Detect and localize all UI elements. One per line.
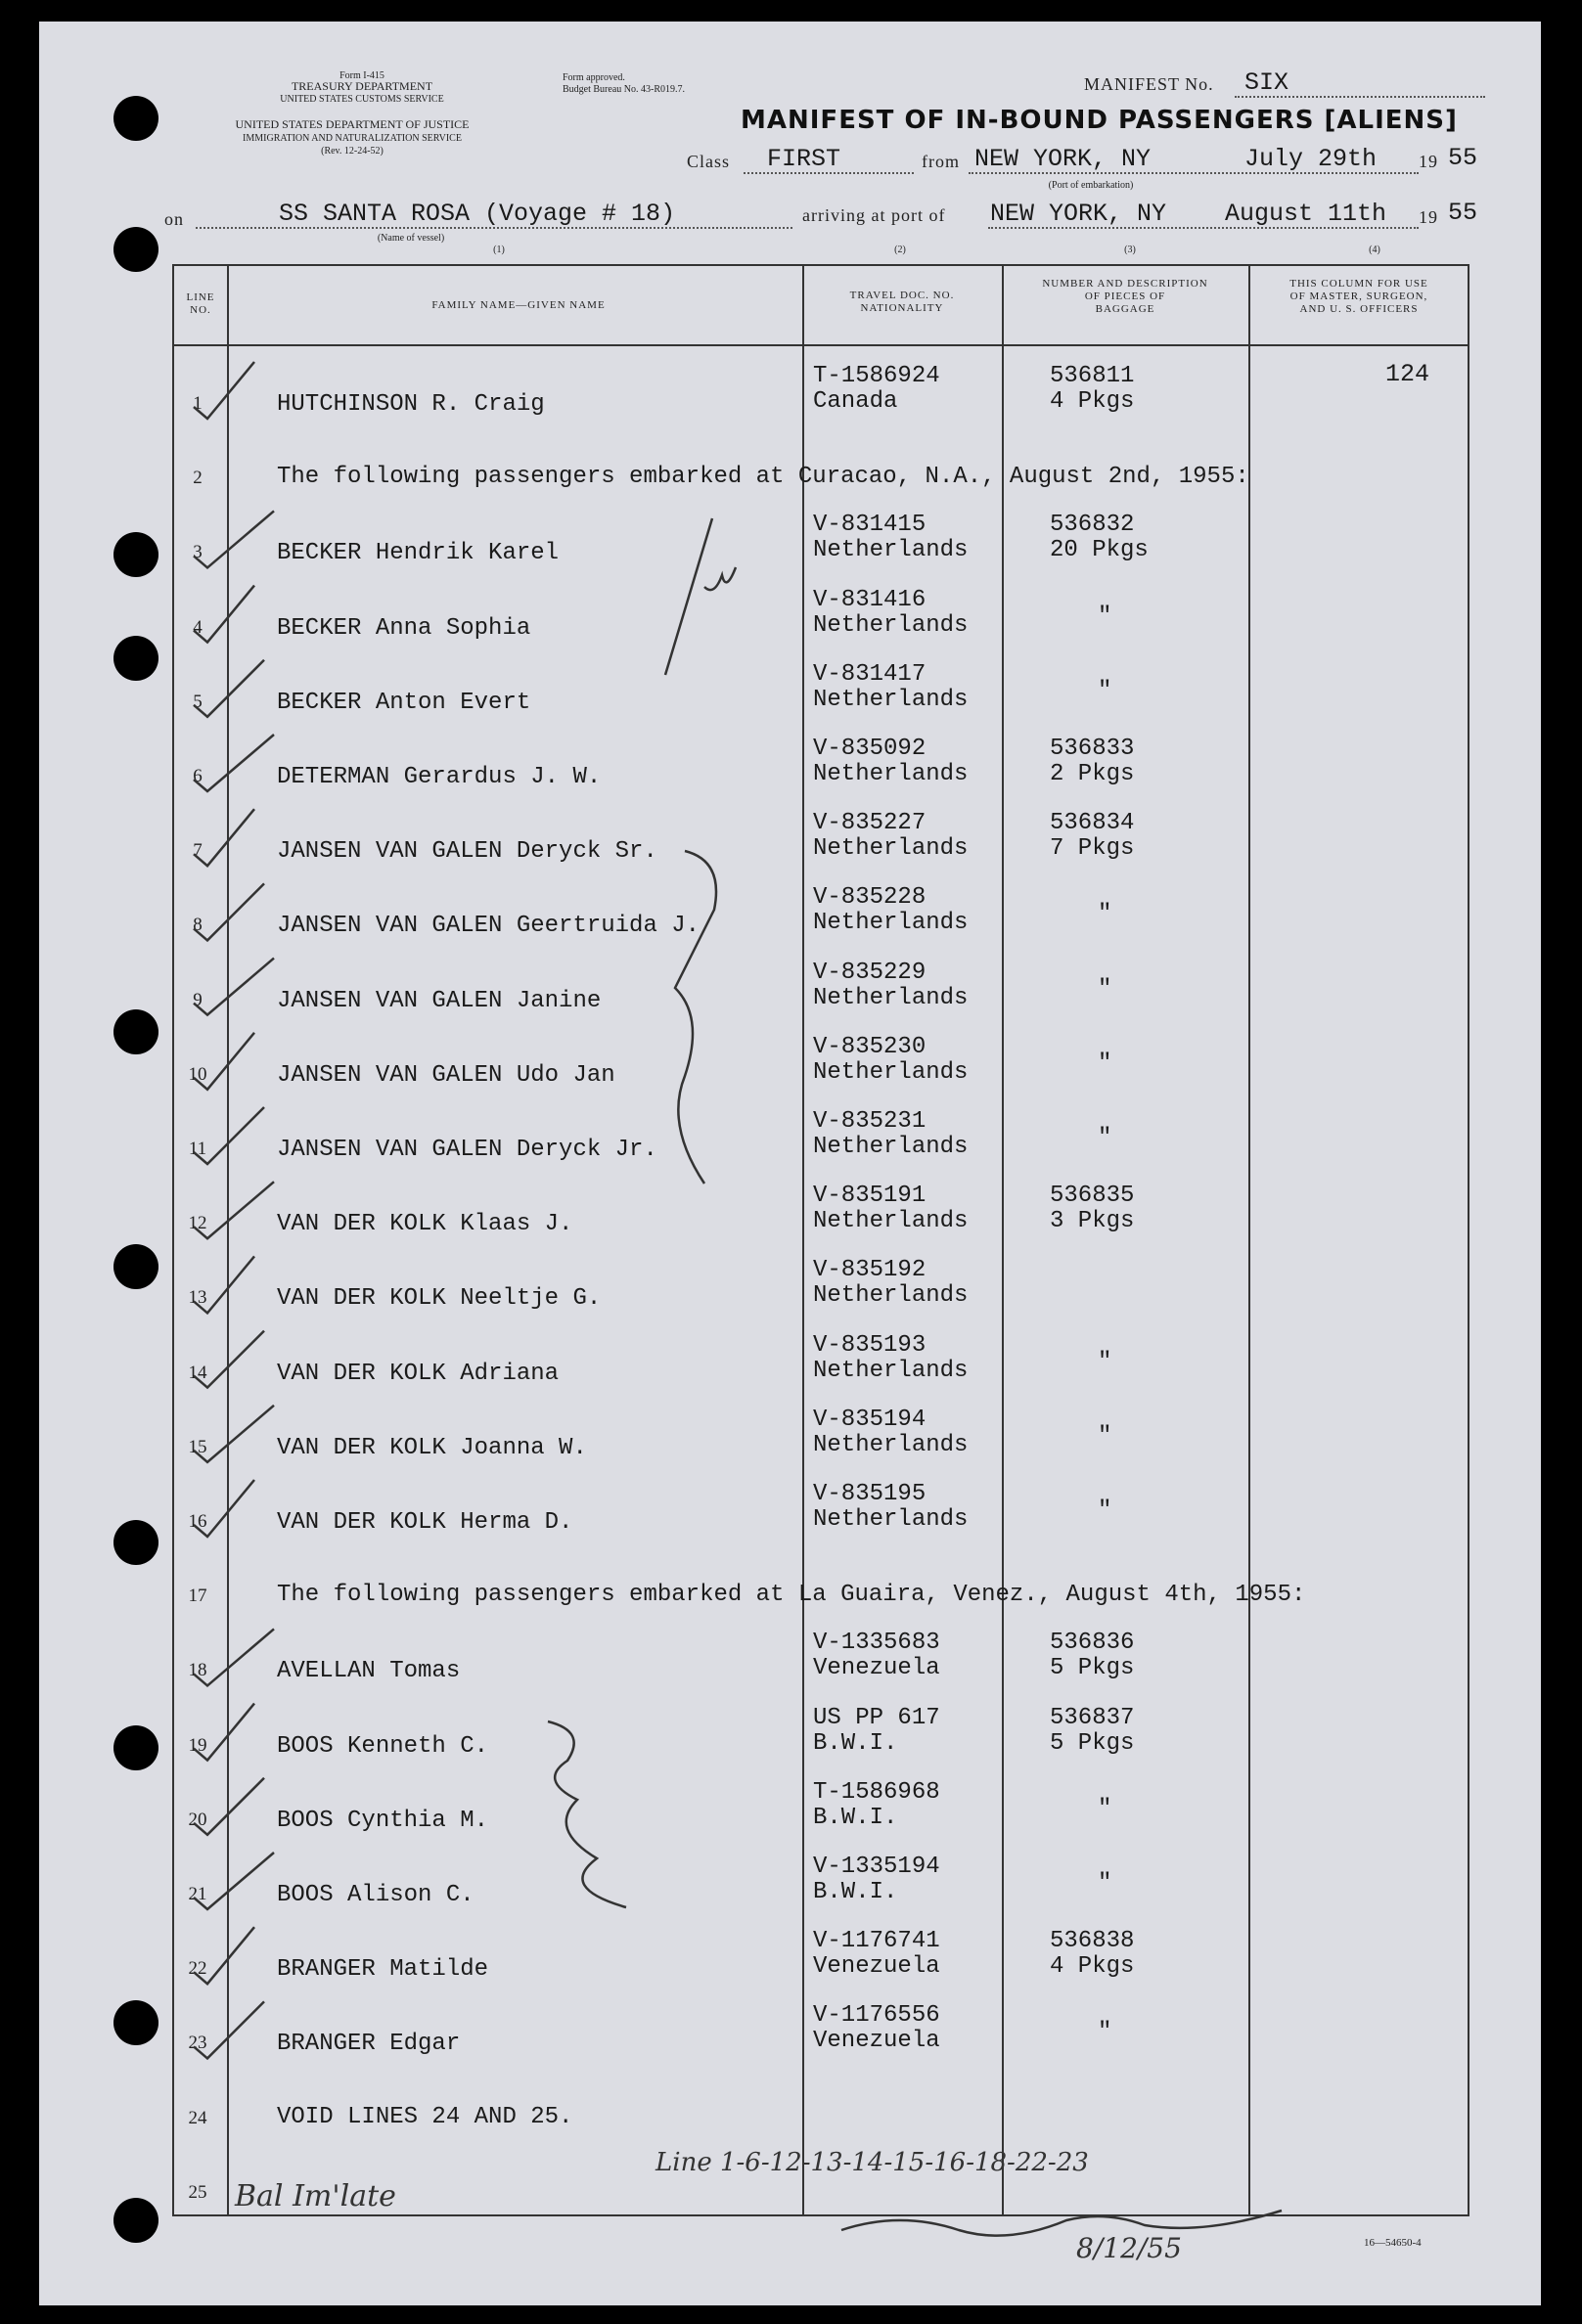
punch-hole — [113, 532, 158, 577]
travel-doc-number: V-1335683 — [813, 1630, 940, 1657]
baggage-description: 3 Pkgs — [1050, 1208, 1135, 1235]
arrival-year: 55 — [1448, 199, 1478, 227]
line-number: 10 — [188, 1063, 207, 1085]
col-officers-line: THIS COLUMN FOR USE — [1289, 278, 1428, 290]
line-number: 13 — [188, 1287, 207, 1309]
passenger-name: JANSEN VAN GALEN Geertruida J. — [277, 913, 701, 940]
nationality: Netherlands — [813, 835, 969, 863]
column-number-4: (4) — [1369, 245, 1380, 255]
dotted-rule — [196, 227, 792, 229]
nationality: Venezuela — [813, 2028, 940, 2055]
line-number: 9 — [193, 989, 203, 1010]
dotted-rule — [744, 172, 914, 174]
passenger-name: JANSEN VAN GALEN Deryck Jr. — [277, 1137, 657, 1163]
passenger-name: HUTCHINSON R. Craig — [277, 391, 545, 418]
on-label: on — [164, 209, 184, 229]
nationality: B.W.I. — [813, 1879, 898, 1905]
travel-doc-number: US PP 617 — [813, 1704, 940, 1731]
passenger-name: VAN DER KOLK Herma D. — [277, 1509, 573, 1536]
line-number: 25 — [188, 2181, 207, 2203]
port-embarkation-caption: (Port of embarkation) — [1048, 180, 1134, 191]
travel-doc-number: V-1335194 — [813, 1854, 940, 1880]
line-number: 24 — [188, 2107, 207, 2128]
travel-doc-number: V-835192 — [813, 1257, 927, 1284]
travel-doc-number: V-1176556 — [813, 2002, 940, 2030]
nationality: Netherlands — [813, 1282, 969, 1310]
col-nationality-line: NATIONALITY — [860, 302, 944, 314]
column-number-3: (3) — [1124, 245, 1136, 255]
manifest-sheet — [39, 22, 1541, 2305]
punch-hole — [113, 1520, 158, 1565]
vessel-caption: (Name of vessel) — [377, 233, 445, 244]
arrival-date: August 11th — [1225, 200, 1387, 228]
embarkation-note: The following passengers embarked at La Guaira, Venez., August 4th, 1955: — [277, 1582, 1306, 1609]
passenger-name: JANSEN VAN GALEN Janine — [277, 987, 602, 1014]
travel-doc-number: V-835227 — [813, 810, 927, 837]
travel-doc-number: V-835194 — [813, 1406, 927, 1433]
dotted-rule — [988, 227, 1419, 229]
customs-service: UNITED STATES CUSTOMS SERVICE — [280, 94, 444, 105]
table-border-right — [1468, 264, 1469, 2216]
passenger-name: AVELLAN Tomas — [277, 1658, 461, 1685]
dotted-rule — [969, 172, 1419, 174]
handwritten-note-left: Bal Im'late — [235, 2179, 396, 2213]
line-number: 15 — [188, 1436, 207, 1457]
budget-bureau: Budget Bureau No. 43-R019.7. — [563, 84, 685, 95]
baggage-number: 536838 — [1050, 1928, 1135, 1955]
baggage-number: 536834 — [1050, 810, 1135, 837]
table-border-bottom — [172, 2214, 1469, 2216]
col-travel-doc-line: TRAVEL DOC. NO. — [849, 290, 955, 301]
line-number: 5 — [193, 691, 203, 712]
col-line-no: LINE NO. — [186, 291, 215, 316]
table-border-left — [172, 264, 174, 2216]
line-number: 16 — [188, 1511, 207, 1532]
justice-dept: UNITED STATES DEPARTMENT OF JUSTICE — [235, 117, 470, 131]
column-divider — [1248, 264, 1250, 2216]
col-officers — [1254, 278, 1464, 316]
line-number: 11 — [188, 1139, 207, 1159]
punch-hole — [113, 1009, 158, 1054]
col-baggage-line: OF PIECES OF — [1084, 290, 1166, 302]
form-approved: Form approved. — [563, 72, 625, 83]
line-number: 1 — [193, 393, 203, 414]
ditto-mark: " — [1098, 975, 1112, 1003]
footer-form-code: 16—54650-4 — [1364, 2237, 1422, 2249]
punch-hole — [113, 1244, 158, 1289]
nationality: B.W.I. — [813, 1729, 898, 1757]
travel-doc-number: V-835231 — [813, 1108, 927, 1135]
passenger-name: BRANGER Matilde — [277, 1956, 489, 1984]
header-divider — [172, 344, 1469, 346]
col-officers-line: OF MASTER, SURGEON, — [1289, 290, 1428, 302]
punch-hole — [113, 96, 158, 141]
passenger-name: VAN DER KOLK Klaas J. — [277, 1211, 573, 1238]
column-divider — [1002, 264, 1004, 2216]
col-travel-doc — [812, 290, 992, 315]
arrival-year-prefix: 19 — [1419, 207, 1438, 227]
nationality: Netherlands — [813, 984, 969, 1011]
embarkation-note: VOID LINES 24 AND 25. — [277, 2103, 573, 2130]
baggage-description: 7 Pkgs — [1050, 835, 1135, 863]
passenger-name: DETERMAN Gerardus J. W. — [277, 764, 602, 790]
treasury-dept: TREASURY DEPARTMENT — [291, 79, 433, 93]
punch-hole — [113, 636, 158, 681]
nationality: Canada — [813, 388, 898, 415]
handwritten-line-list: Line 1-6-12-13-14-15-16-18-22-23 — [655, 2148, 1089, 2177]
nationality: Netherlands — [813, 537, 969, 564]
travel-doc-number: V-831415 — [813, 512, 927, 539]
ditto-mark: " — [1098, 1870, 1112, 1897]
travel-doc-number: V-835195 — [813, 1481, 927, 1507]
from-year: 55 — [1448, 144, 1478, 172]
travel-doc-number: V-831417 — [813, 660, 927, 688]
column-divider — [802, 264, 804, 2216]
line-number: 17 — [188, 1586, 207, 1607]
line-number: 2 — [193, 468, 203, 489]
baggage-description: 5 Pkgs — [1050, 1729, 1135, 1757]
class-label: Class — [687, 152, 731, 171]
baggage-description: 2 Pkgs — [1050, 761, 1135, 787]
travel-doc-number: V-835092 — [813, 736, 927, 762]
col-baggage — [1008, 278, 1243, 316]
col-baggage-line: BAGGAGE — [1095, 303, 1155, 315]
nationality: B.W.I. — [813, 1804, 898, 1831]
col-officers-line: AND U. S. OFFICERS — [1299, 303, 1419, 315]
line-number: 6 — [193, 766, 203, 786]
line-number: 14 — [188, 1362, 207, 1383]
passenger-name: JANSEN VAN GALEN Udo Jan — [277, 1061, 615, 1089]
nationality: Netherlands — [813, 1431, 969, 1458]
line-number: 23 — [188, 2033, 207, 2054]
baggage-description: 5 Pkgs — [1050, 1655, 1135, 1682]
ditto-mark: " — [1098, 1125, 1112, 1151]
manifest-number-label: MANIFEST No. — [1084, 74, 1214, 94]
nationality: Netherlands — [813, 1134, 969, 1160]
manifest-number: SIX — [1244, 68, 1289, 97]
nationality: Netherlands — [813, 910, 969, 937]
passenger-name: BECKER Anton Evert — [277, 689, 531, 716]
passenger-name: BECKER Anna Sophia — [277, 614, 531, 642]
nationality: Netherlands — [813, 1208, 969, 1235]
passenger-name: BOOS Alison C. — [277, 1882, 475, 1908]
passenger-name: VAN DER KOLK Neeltje G. — [277, 1285, 602, 1313]
passenger-name: JANSEN VAN GALEN Deryck Sr. — [277, 838, 657, 866]
dotted-rule — [1235, 96, 1485, 98]
line-number: 3 — [193, 542, 203, 563]
ditto-mark: " — [1098, 2019, 1112, 2046]
travel-doc-number: V-835228 — [813, 884, 927, 912]
column-number-1: (1) — [493, 245, 505, 255]
travel-doc-number: V-835191 — [813, 1183, 927, 1210]
table-border-top — [172, 264, 1469, 266]
form-number: Form I-415 — [339, 70, 384, 81]
col-baggage-line: NUMBER AND DESCRIPTION — [1042, 278, 1208, 290]
vessel-name: SS SANTA ROSA (Voyage # 18) — [279, 200, 676, 228]
line-number: 7 — [193, 840, 203, 862]
arriving-label: arriving at port of — [802, 205, 946, 225]
ditto-mark: " — [1098, 1050, 1112, 1077]
passenger-name: BOOS Cynthia M. — [277, 1807, 489, 1834]
travel-doc-number: V-835230 — [813, 1033, 927, 1060]
nationality: Netherlands — [813, 1506, 969, 1533]
line-number: 18 — [188, 1660, 207, 1681]
revision-date: (Rev. 12-24-52) — [321, 146, 384, 156]
baggage-number: 536811 — [1050, 363, 1135, 389]
officer-note: 124 — [1385, 360, 1430, 388]
travel-doc-number: V-831416 — [813, 586, 927, 613]
from-label: from — [922, 152, 960, 171]
column-divider — [227, 264, 229, 2216]
ditto-mark: " — [1098, 1348, 1112, 1375]
nationality: Netherlands — [813, 1058, 969, 1086]
travel-doc-number: V-835193 — [813, 1331, 927, 1359]
immigration-service: IMMIGRATION AND NATURALIZATION SERVICE — [243, 133, 462, 144]
ditto-mark: " — [1098, 1422, 1112, 1450]
line-number: 21 — [188, 1884, 207, 1904]
ditto-mark: " — [1098, 603, 1112, 630]
punch-hole — [113, 2198, 158, 2243]
passenger-name: BRANGER Edgar — [277, 2031, 461, 2058]
travel-doc-number: T-1586968 — [813, 1778, 940, 1806]
baggage-number: 536835 — [1050, 1183, 1135, 1210]
nationality: Netherlands — [813, 686, 969, 713]
passenger-name: BECKER Hendrik Karel — [277, 540, 560, 567]
nationality: Venezuela — [813, 1953, 940, 1981]
punch-hole — [113, 2000, 158, 2045]
nationality: Netherlands — [813, 611, 969, 639]
passenger-name: VAN DER KOLK Adriana — [277, 1360, 560, 1387]
baggage-description: 4 Pkgs — [1050, 1953, 1135, 1981]
from-date: July 29th — [1244, 145, 1378, 173]
nationality: Venezuela — [813, 1655, 940, 1682]
baggage-description: 4 Pkgs — [1050, 388, 1135, 415]
baggage-number: 536833 — [1050, 736, 1135, 762]
from-year-prefix: 19 — [1419, 152, 1438, 171]
page-title: MANIFEST OF IN-BOUND PASSENGERS [ALIENS] — [741, 106, 1458, 135]
col-name: FAMILY NAME—GIVEN NAME — [431, 299, 606, 311]
ditto-mark: " — [1098, 677, 1112, 704]
from-port: NEW YORK, NY — [974, 145, 1152, 173]
line-number: 4 — [193, 616, 203, 638]
baggage-number: 536836 — [1050, 1630, 1135, 1657]
travel-doc-number: V-835229 — [813, 959, 927, 986]
baggage-number: 536837 — [1050, 1704, 1135, 1731]
line-number: 20 — [188, 1809, 207, 1830]
ditto-mark: " — [1098, 1795, 1112, 1822]
baggage-description: 20 Pkgs — [1050, 537, 1149, 564]
line-number: 19 — [188, 1734, 207, 1756]
column-number-2: (2) — [894, 245, 906, 255]
ditto-mark: " — [1098, 901, 1112, 928]
travel-doc-number: V-1176741 — [813, 1928, 940, 1955]
line-number: 22 — [188, 1958, 207, 1980]
passenger-name: BOOS Kenneth C. — [277, 1732, 489, 1760]
line-number: 12 — [188, 1213, 207, 1234]
punch-hole — [113, 227, 158, 272]
class-value: FIRST — [767, 145, 841, 173]
punch-hole — [113, 1725, 158, 1770]
ditto-mark: " — [1098, 1497, 1112, 1524]
nationality: Netherlands — [813, 761, 969, 787]
line-number: 8 — [193, 915, 203, 936]
arrival-port: NEW YORK, NY — [990, 200, 1167, 228]
handwritten-date: 8/12/55 — [1076, 2232, 1182, 2264]
passenger-name: VAN DER KOLK Joanna W. — [277, 1434, 587, 1461]
travel-doc-number: T-1586924 — [813, 363, 940, 389]
embarkation-note: The following passengers embarked at Curacao, N.A., August 2nd, 1955: — [277, 464, 1249, 491]
baggage-number: 536832 — [1050, 512, 1135, 539]
nationality: Netherlands — [813, 1357, 969, 1384]
